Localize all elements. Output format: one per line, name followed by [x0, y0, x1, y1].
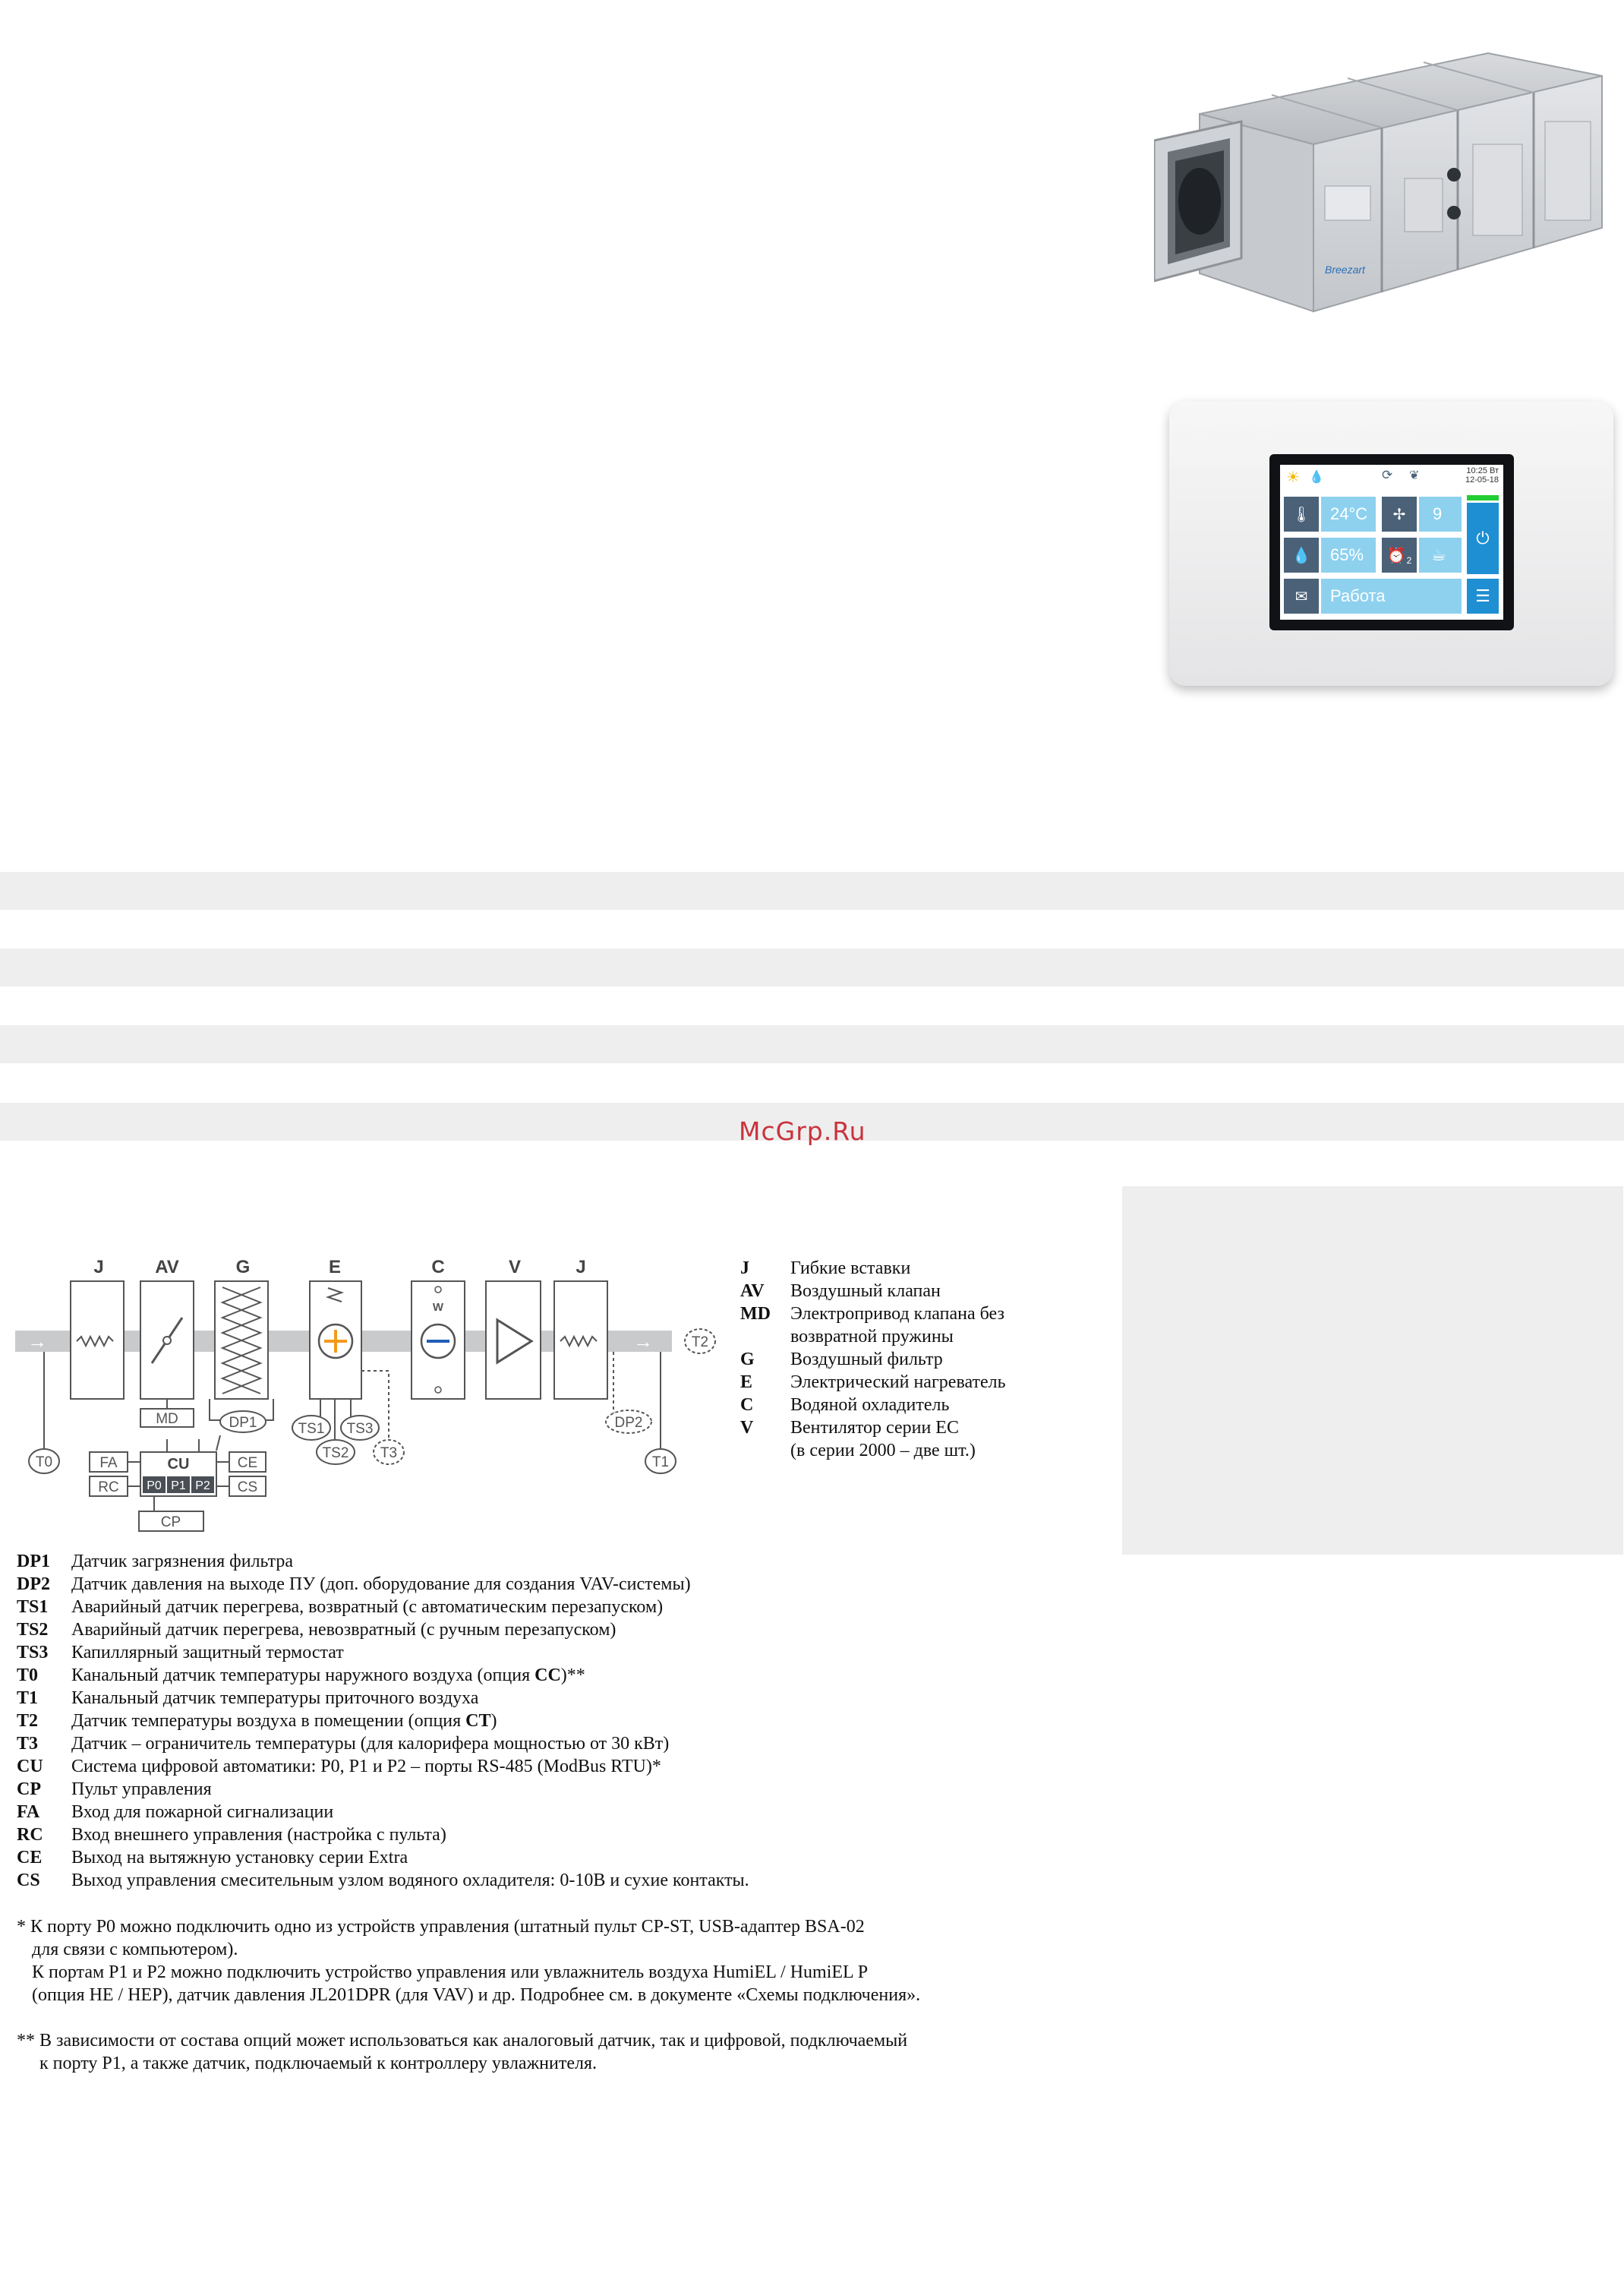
recirculation-icon: ⟳ [1382, 468, 1393, 482]
status-indicator [1467, 495, 1499, 500]
header-av: AV [155, 1257, 179, 1277]
port-p0: P0 [147, 1479, 162, 1492]
menu-icon[interactable]: ☰ [1467, 579, 1499, 614]
clock-time: 10:25 Вт [1466, 466, 1499, 475]
footnote-line: к порту P1, а также датчик, подключаемый к контроллеру увлажнителя. [39, 2054, 597, 2073]
header-c: C [431, 1257, 445, 1277]
cooler-label: W [432, 1301, 444, 1314]
fan-speed-value[interactable]: 9 [1419, 497, 1462, 532]
dp2-label: DP2 [614, 1415, 643, 1431]
coffee-cup-icon[interactable]: ☕ [1419, 538, 1462, 573]
humidity-icon: 💧 [1309, 471, 1324, 484]
ts1-label: TS1 [298, 1421, 325, 1437]
t3-label: T3 [380, 1445, 398, 1461]
port-p1: P1 [171, 1479, 186, 1492]
header-j2: J [575, 1257, 586, 1277]
temperature-setpoint[interactable]: 24°C [1321, 497, 1376, 532]
inlet-arrow: → [27, 1330, 47, 1353]
svg-text:Breezart: Breezart [1325, 264, 1365, 276]
rc-label: RC [98, 1479, 119, 1495]
sun-icon: ☀ [1286, 469, 1300, 486]
footnote-line: для связи с компьютером). [32, 1940, 238, 1959]
watermark: McGrp.Ru [739, 1116, 866, 1146]
schematic-diagram [0, 1246, 729, 1534]
fan-icon[interactable]: ✢ [1382, 497, 1417, 532]
air-handling-unit-image [1154, 30, 1610, 319]
footnote-line: К портам P1 и P2 можно подключить устройство управления или увлажнитель воздуха HumiEL / HumiEL P [32, 1962, 869, 1982]
clock-date: 12-05-18 [1465, 475, 1499, 485]
side-panel [1122, 1186, 1623, 1555]
humidity-setpoint[interactable]: 65% [1321, 538, 1376, 573]
table-stripe-3 [0, 1025, 1624, 1063]
dp1-label: DP1 [229, 1415, 257, 1431]
fa-label: FA [99, 1455, 118, 1471]
outlet-arrow: → [633, 1330, 653, 1353]
cs-label: CS [237, 1479, 258, 1495]
t2-label: T2 [691, 1334, 709, 1350]
ce-label: CE [237, 1455, 258, 1471]
control-panel-image [1169, 401, 1613, 686]
cu-label: CU [167, 1456, 190, 1473]
t0-label: T0 [35, 1454, 53, 1470]
leaf-icon: ❦ [1409, 469, 1420, 482]
cp-label: CP [160, 1514, 181, 1530]
header-j1: J [93, 1257, 104, 1277]
header-e: E [328, 1257, 342, 1277]
envelope-icon[interactable]: ✉ [1284, 579, 1319, 614]
port-p2: P2 [195, 1479, 210, 1492]
thermometer-icon[interactable]: 🌡 [1284, 497, 1319, 532]
footnote-line: (опция HE / HEP), датчик давления JL201DPR (для VAV) и др. Подробнее см. в документе «Схемы подключения». [32, 1985, 921, 2005]
md-label: MD [156, 1411, 178, 1427]
droplet-icon[interactable]: 💧 [1284, 538, 1319, 573]
status-message[interactable]: Работа [1321, 579, 1462, 614]
table-stripe-2 [0, 949, 1624, 987]
schedule-index: 2 [1406, 555, 1412, 566]
footnote-line: ** В зависимости от состава опций может использоваться как аналоговый датчик, так и цифровой, подключаемый [17, 2031, 908, 2051]
clock [1465, 466, 1499, 485]
header-v: V [508, 1257, 522, 1277]
control-panel-screen [1280, 465, 1503, 620]
t1-label: T1 [651, 1454, 670, 1470]
power-button[interactable]: ⏻ [1467, 503, 1499, 574]
ts2-label: TS2 [322, 1445, 349, 1461]
header-g: G [235, 1257, 251, 1277]
table-stripe-1 [0, 872, 1624, 910]
alarm-clock-icon[interactable]: ⏰ 2 [1382, 538, 1417, 573]
footnote-line: * К порту P0 можно подключить одно из устройств управления (штатный пульт CP-ST, USB-адаптер BSA-02 [17, 1917, 865, 1937]
ts3-label: TS3 [346, 1421, 374, 1437]
